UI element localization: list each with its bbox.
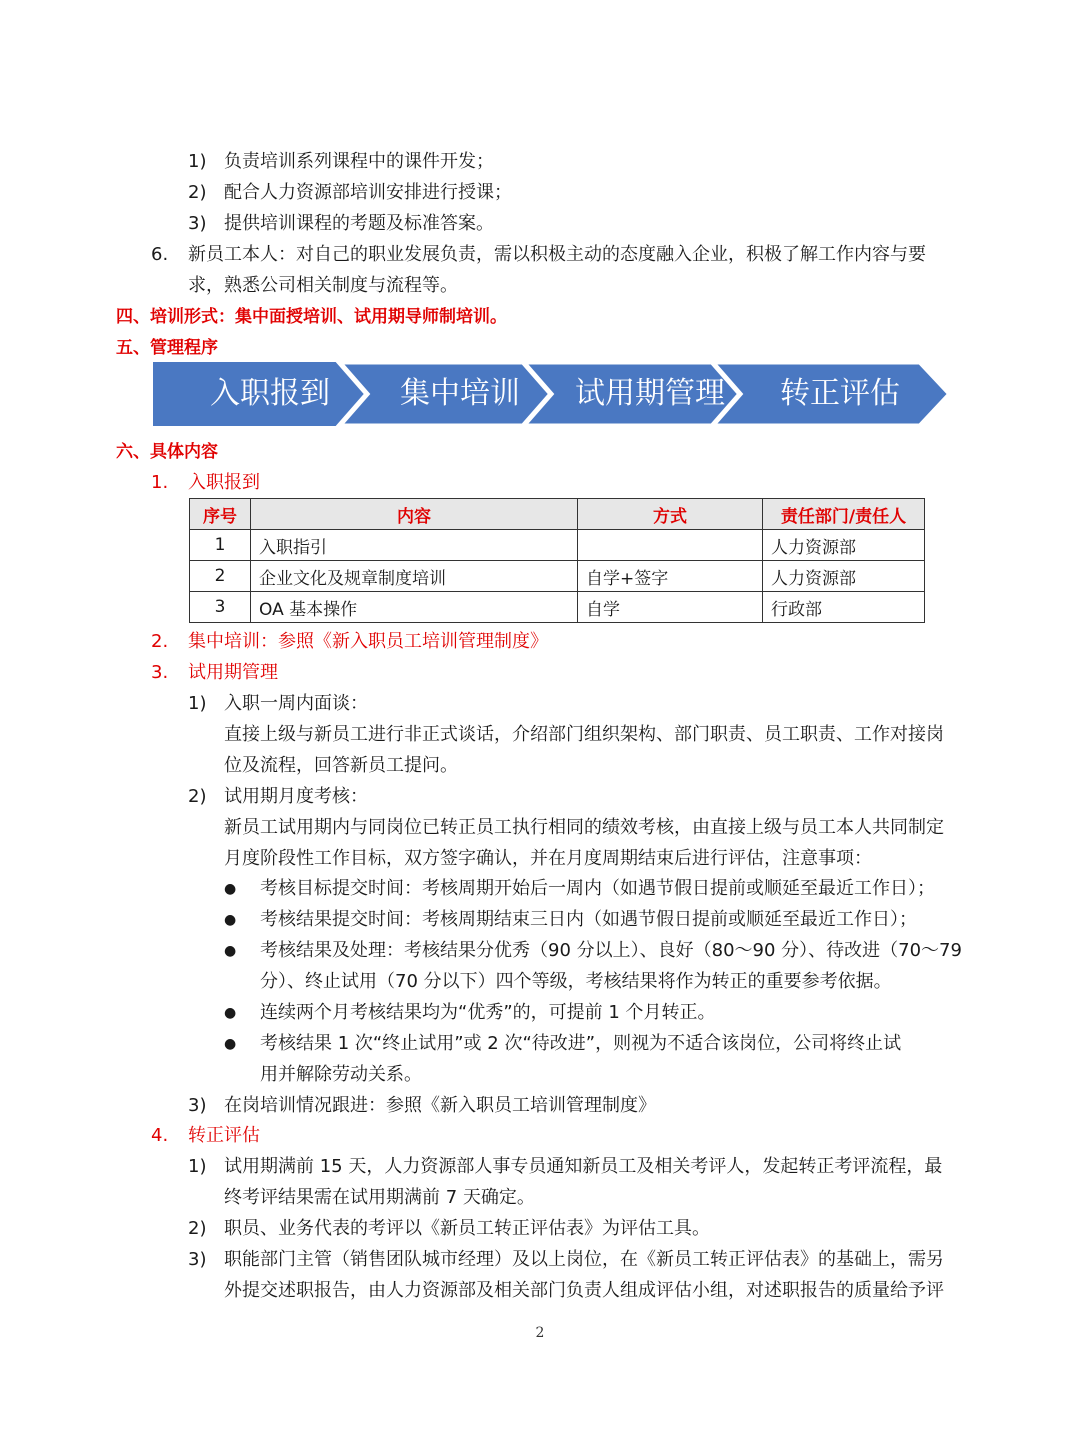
list-number: 4. [151, 1125, 169, 1146]
list-item: 提供培训课程的考题及标准答案。 [224, 213, 494, 234]
paragraph-line: 直接上级与新员工进行非正式谈话，介绍部门组织架构、部门职责、员工职责、工作对接岗 [224, 724, 944, 745]
column-header: 序号 [190, 499, 251, 530]
table-cell: 1 [190, 530, 251, 561]
section-heading-specific-content: 六、具体内容 [116, 442, 218, 462]
table-row [190, 592, 925, 623]
bullet-item-continuation: 用并解除劳动关系。 [260, 1064, 422, 1085]
column-header: 责任部门/责任人 [763, 499, 925, 530]
paragraph-line: 职能部门主管（销售团队城市经理）及以上岗位，在《新员工转正评估表》的基础上，需另 [224, 1249, 944, 1270]
bullet-item: 考核目标提交时间：考核周期开始后一周内（如遇节假日提前或顺延至最近工作日）； [260, 878, 935, 899]
table-row [190, 530, 925, 561]
list-item: 配合人力资源部培训安排进行授课； [224, 182, 512, 203]
process-step-regularization-evaluation: 转正评估 [780, 376, 900, 411]
list-number: 3) [188, 213, 207, 234]
list-number: 1) [188, 1156, 207, 1177]
table-cell: 入职指引 [251, 530, 578, 561]
paragraph-line: 月度阶段性工作目标，双方签字确认，并在月度周期结束后进行评估，注意事项： [224, 848, 872, 869]
bullet-item: 考核结果 1 次“终止试用”或 2 次“待改进”，则视为不适合该岗位，公司将终止试 [260, 1033, 902, 1054]
process-step-probation-management: 试用期管理 [575, 376, 725, 411]
table-cell: 自学+签字 [578, 561, 763, 592]
list-number: 3. [151, 662, 169, 683]
list-item-title: 试用期月度考核： [224, 786, 368, 807]
table-cell: 行政部 [763, 592, 925, 623]
table-header-row [190, 499, 925, 530]
list-item: 新员工本人：对自己的职业发展负责，需以积极主动的态度融入企业，积极了解工作内容与要 [188, 244, 926, 265]
bullet-icon: ● [224, 912, 237, 928]
bullet-icon: ● [224, 943, 237, 959]
table-cell: 人力资源部 [763, 530, 925, 561]
list-item: 职员、业务代表的考评以《新员工转正评估表》为评估工具。 [224, 1218, 710, 1239]
subsection-title-centralized-training: 集中培训：参照《新入职员工培训管理制度》 [188, 631, 548, 652]
section-heading-management-procedure: 五、管理程序 [116, 338, 218, 358]
list-number: 2) [188, 182, 207, 203]
bullet-icon: ● [224, 1005, 237, 1021]
list-number: 3) [188, 1095, 207, 1116]
paragraph-line: 终考评结果需在试用期满前 7 天确定。 [224, 1187, 535, 1208]
subsection-title-probation-management: 试用期管理 [188, 662, 278, 683]
table-cell [578, 530, 763, 561]
bullet-item: 考核结果及处理：考核结果分优秀（90 分以上）、良好（80～90 分）、待改进（70～79 [260, 940, 962, 961]
table-cell: 人力资源部 [763, 561, 925, 592]
table-cell: 企业文化及规章制度培训 [251, 561, 578, 592]
list-number: 2. [151, 631, 169, 652]
list-item-title: 入职一周内面谈： [224, 693, 368, 714]
table-cell: 2 [190, 561, 251, 592]
table-cell: 自学 [578, 592, 763, 623]
paragraph-line: 外提交述职报告，由人力资源部及相关部门负责人组成评估小组，对述职报告的质量给予评 [224, 1280, 944, 1301]
list-number: 1. [151, 472, 169, 493]
list-number: 6. [151, 244, 169, 265]
column-header: 方式 [578, 499, 763, 530]
list-number: 3) [188, 1249, 207, 1270]
bullet-icon: ● [224, 1036, 237, 1052]
list-number: 2) [188, 786, 207, 807]
subsection-title-regularization-evaluation: 转正评估 [188, 1125, 260, 1146]
page-number: 2 [535, 1325, 545, 1341]
table-cell: OA 基本操作 [251, 592, 578, 623]
table-cell: 3 [190, 592, 251, 623]
paragraph-line: 新员工试用期内与同岗位已转正员工执行相同的绩效考核，由直接上级与员工本人共同制定 [224, 817, 944, 838]
bullet-item: 连续两个月考核结果均为“优秀”的，可提前 1 个月转正。 [260, 1002, 716, 1023]
list-number: 1) [188, 151, 207, 172]
list-number: 1) [188, 693, 207, 714]
paragraph-line: 试用期满前 15 天，人力资源部人事专员通知新员工及相关考评人，发起转正考评流程，最 [224, 1156, 943, 1177]
list-item: 在岗培训情况跟进：参照《新入职员工培训管理制度》 [224, 1095, 656, 1116]
process-step-onboarding: 入职报到 [210, 376, 330, 411]
paragraph-line: 位及流程，回答新员工提问。 [224, 755, 458, 776]
table-row [190, 561, 925, 592]
bullet-icon: ● [224, 881, 237, 897]
process-flow-diagram [150, 362, 952, 426]
list-number: 2) [188, 1218, 207, 1239]
section-heading-training-format: 四、培训形式：集中面授培训、试用期导师制培训。 [116, 307, 507, 327]
list-item: 负责培训系列课程中的课件开发； [224, 151, 494, 172]
subsection-title-onboarding: 入职报到 [188, 472, 260, 493]
column-header: 内容 [251, 499, 578, 530]
onboarding-table [189, 498, 925, 623]
process-step-centralized-training: 集中培训 [400, 376, 520, 411]
list-item-continuation: 求，熟悉公司相关制度与流程等。 [188, 275, 458, 296]
bullet-item: 考核结果提交时间：考核周期结束三日内（如遇节假日提前或顺延至最近工作日）； [260, 909, 917, 930]
bullet-item-continuation: 分）、终止试用（70 分以下）四个等级，考核结果将作为转正的重要参考依据。 [260, 971, 892, 992]
